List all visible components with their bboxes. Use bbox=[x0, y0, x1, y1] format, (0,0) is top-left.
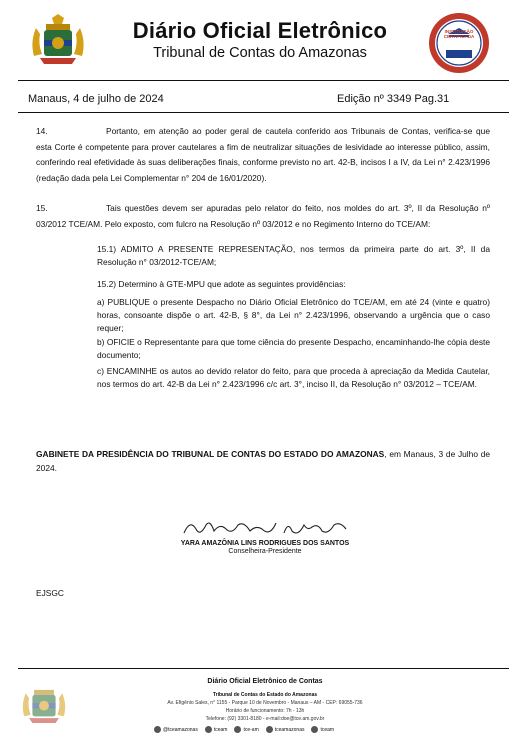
paragraph-number: 15. bbox=[36, 203, 48, 213]
social-facebook[interactable] bbox=[205, 726, 228, 733]
tce-am-crest-logo bbox=[28, 12, 88, 70]
closing-bold: GABINETE DA PRESIDÊNCIA DO TRIBUNAL DE CONTAS DO ESTADO DO AMAZONAS bbox=[36, 449, 385, 459]
social-label: tceam bbox=[213, 726, 228, 733]
social-label: @tceamazonas bbox=[163, 726, 198, 733]
page-title: Diário Oficial Eletrônico bbox=[132, 18, 388, 43]
author-initials: EJSGC bbox=[36, 588, 64, 598]
social-linkedin[interactable] bbox=[311, 726, 334, 733]
social-links bbox=[154, 726, 384, 733]
item-b: b) OFICIE o Representante para que tome ciência do presente Despacho, encaminhando-lhe cópia deste documento; bbox=[97, 337, 490, 360]
footer-address: Av. Efigênio Sales, n° 1155 - Parque 10 de Novembro - Manaus – AM - CEP: 69055-736 bbox=[167, 700, 363, 706]
social-instagram[interactable] bbox=[154, 726, 198, 733]
social-label: tce-am bbox=[243, 726, 259, 733]
publication-date: Manaus, 4 de julho de 2024 bbox=[28, 93, 164, 105]
linkedin-icon bbox=[311, 726, 318, 733]
social-label: tceamazonas bbox=[274, 726, 305, 733]
item-15-2: 15.2) Determino à GTE-MPU que adote as seguintes providências: bbox=[97, 279, 346, 289]
paragraph-number: 14. bbox=[36, 126, 48, 136]
footer-org: Tribunal de Contas do Estado do Amazonas bbox=[212, 692, 318, 698]
social-label: tceam bbox=[320, 726, 335, 733]
page-subtitle: Tribunal de Contas do Amazonas bbox=[153, 45, 367, 61]
certified-institution-seal bbox=[428, 12, 490, 74]
paragraph-text: Portanto, em atenção ao poder geral de cautela conferido aos Tribunais de Contas, verifica-se que esta Corte é competente para prover cautelares a fim de neutralizar situações de lesividade ao interesse público, assim, conferindo real efetividade às suas deliberações finais, conforme previsto no art. 42-B, incisos I a IV, da Lei n° 2.423/1996 (redação dada pela Lei Complementar n° 204 de 16/01/2020). bbox=[36, 126, 490, 183]
item-15-1: 15.1) ADMITO A PRESENTE REPRESENTAÇÃO, nos termos da primeira parte do art. 3º, II da Resolução n° 03/2012-TCE/AM; bbox=[97, 244, 490, 267]
header-divider bbox=[18, 80, 509, 81]
footer-contact: Telefone: (92) 3301-8180 - e-mail:doe@tce.am.gov.br bbox=[205, 716, 325, 722]
facebook-icon bbox=[205, 726, 212, 733]
x-icon bbox=[234, 726, 241, 733]
signatory-name: YARA AMAZÔNIA LINS RODRIGUES DOS SANTOS bbox=[180, 540, 350, 547]
closing-paragraph bbox=[36, 448, 490, 475]
paragraph-text: Tais questões devem ser apuradas pelo relator do feito, nos moldes do art. 3º, II da Resolução nº 03/2012 TCE/AM. Pelo exposto, com fulcro na Resolução nº 03/2012 e no Regimento Interno do TCE/AM: bbox=[36, 203, 490, 229]
youtube-icon bbox=[266, 726, 273, 733]
footer-hours: Horário de funcionamento: 7h - 13h bbox=[225, 708, 305, 714]
seal-label: INSTITUIÇÃO CERTIFICADA bbox=[443, 29, 475, 39]
edition-page: Edição nº 3349 Pag.31 bbox=[337, 93, 450, 105]
footer-divider bbox=[18, 668, 509, 669]
handwritten-signature bbox=[180, 515, 350, 541]
signatory-role: Conselheira-Presidente bbox=[228, 548, 302, 555]
paragraph-15 bbox=[36, 201, 490, 232]
closing-rest: , em Manaus, 3 de Julho de 2024. bbox=[36, 449, 491, 473]
paragraph-14 bbox=[36, 124, 490, 186]
footer-title: Diário Oficial Eletrônico de Contas bbox=[207, 678, 323, 685]
footer-crest-logo bbox=[18, 680, 70, 728]
item-a: a) PUBLIQUE o presente Despacho no Diário Oficial Eletrônico do TCE/AM, em até 24 (vinte e quatro) horas, consoante dispõe o art. 42-B, § 8°, da Lei n° 2.423/1996, observando a urgência que o caso requer; bbox=[97, 297, 490, 333]
item-c: c) ENCAMINHE os autos ao devido relator do feito, para que proceda à apreciação da Medida Cautelar, nos termos do art. 42-B da Lei n° 2.423/1996 c/c art. 3°, inciso II, da Resolução n° 03/2012 – TCE/AM. bbox=[97, 366, 490, 389]
social-youtube[interactable] bbox=[266, 726, 305, 733]
dateline-divider bbox=[18, 112, 509, 113]
social-x[interactable] bbox=[234, 726, 258, 733]
instagram-icon bbox=[154, 726, 161, 733]
